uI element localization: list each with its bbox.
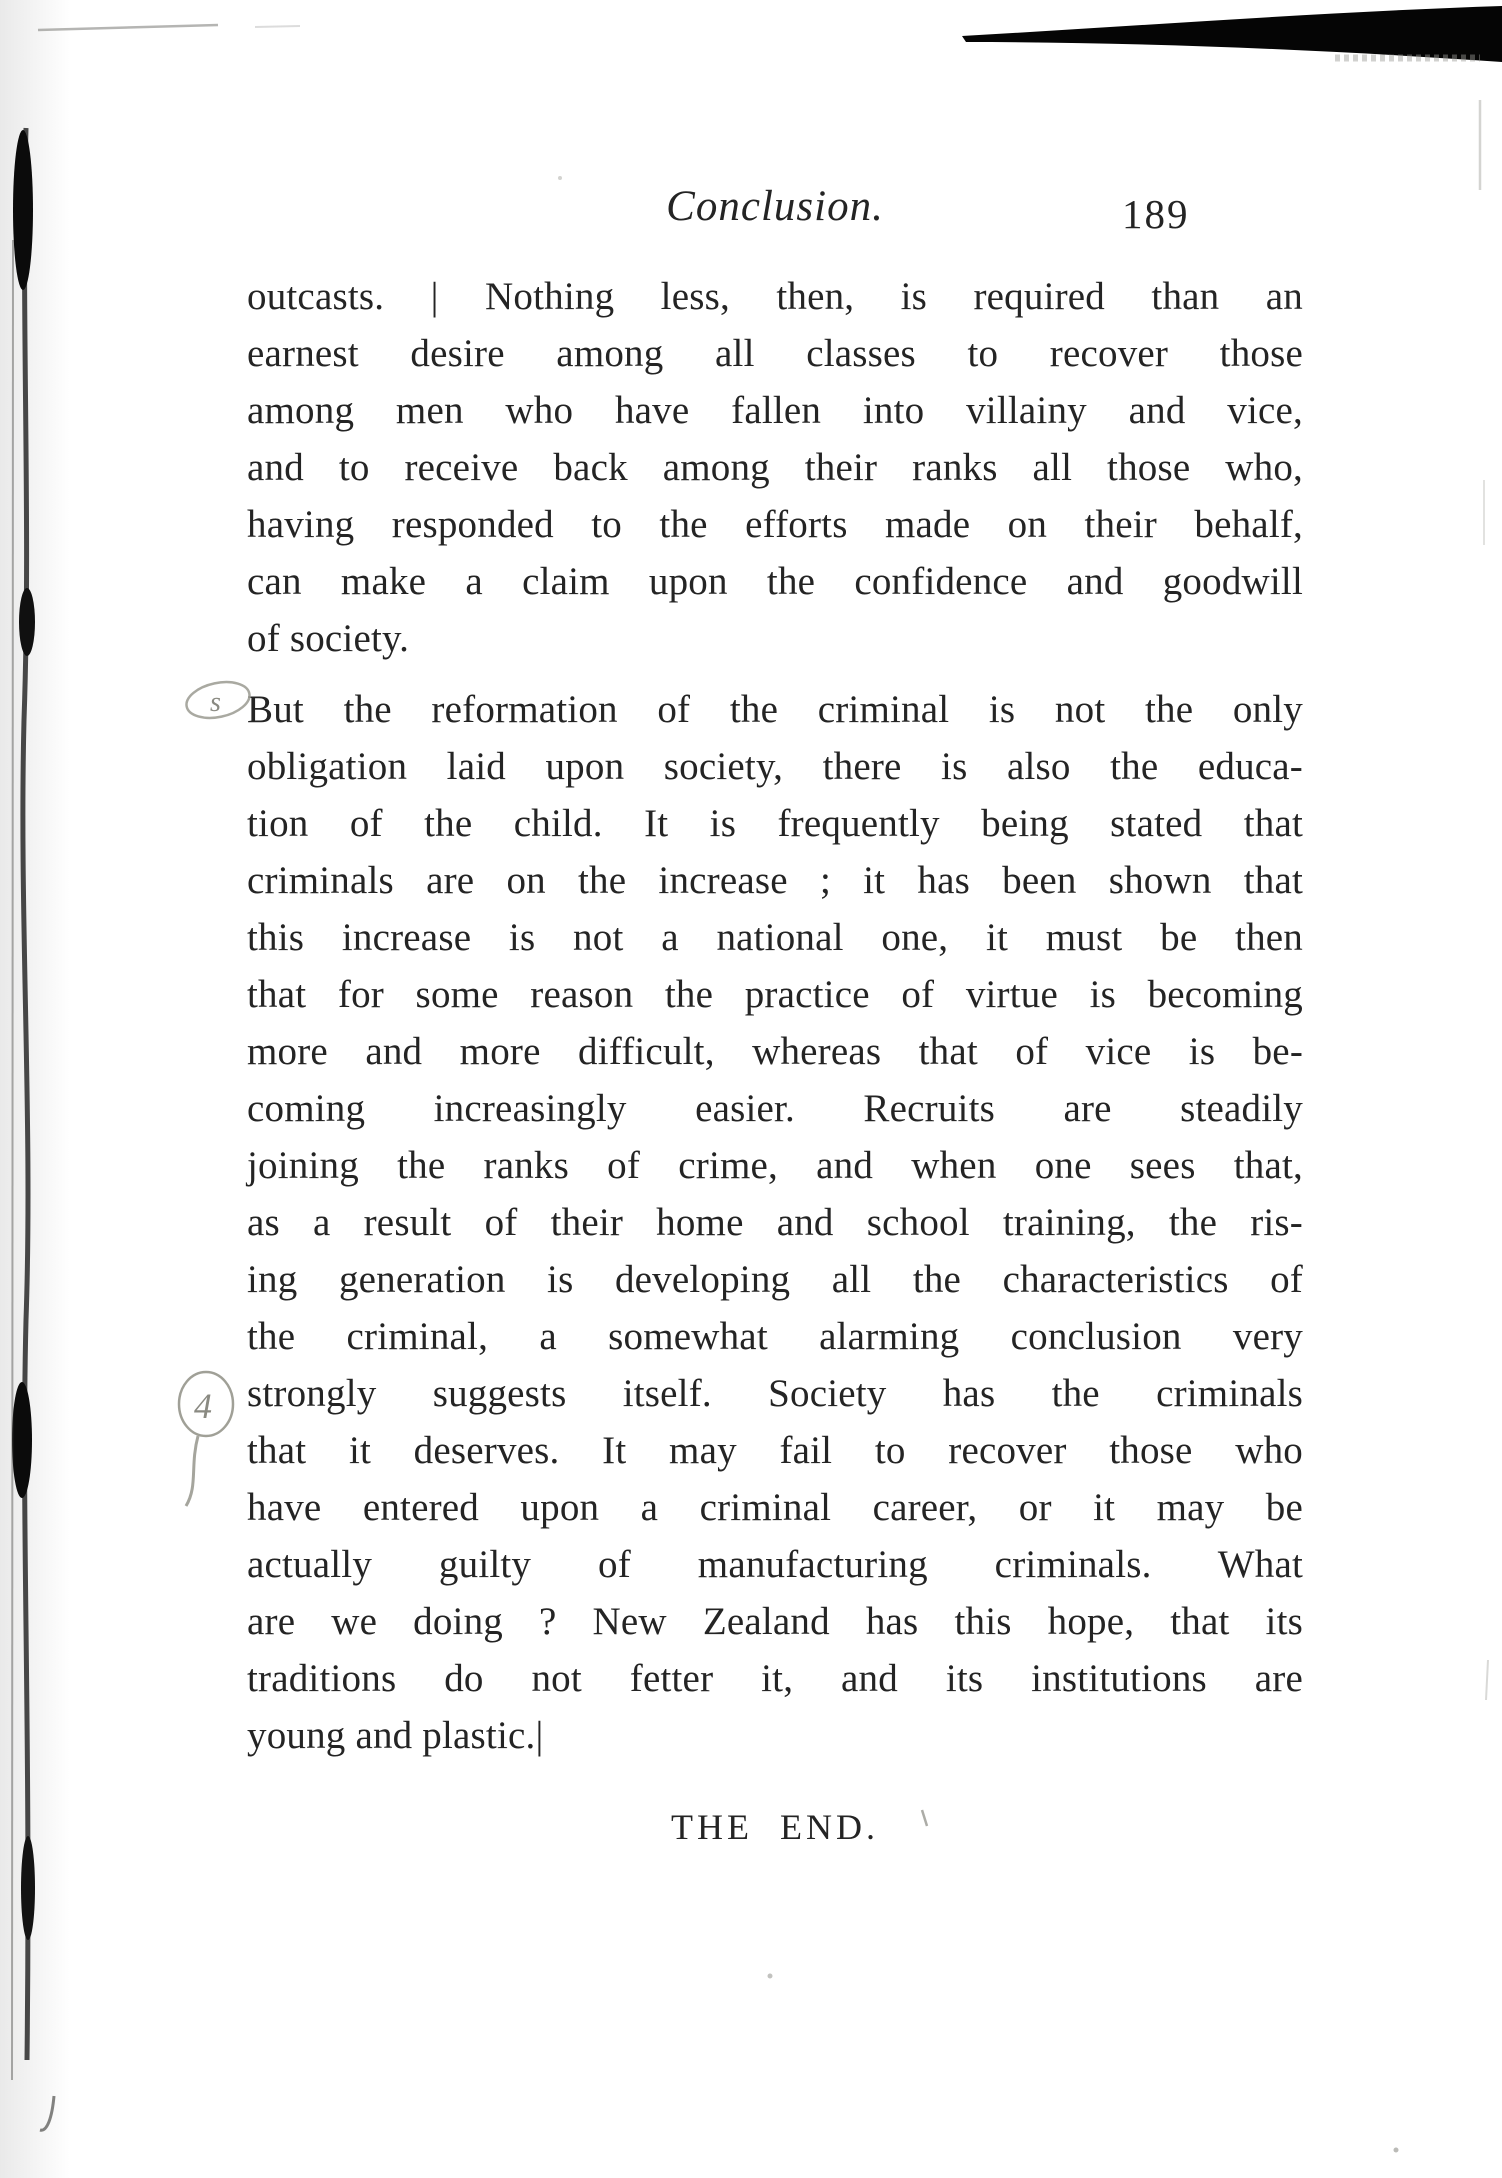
text-line: criminals are on the increase ; it has been shown that bbox=[247, 859, 1303, 902]
text-line: outcasts. | Nothing less, then, is required than an bbox=[247, 275, 1303, 318]
text-line: can make a claim upon the confidence and goodwill bbox=[247, 560, 1303, 603]
text-line: as a result of their home and school training, the ris- bbox=[247, 1201, 1303, 1244]
text-line: coming increasingly easier. Recruits are steadily bbox=[247, 1087, 1303, 1130]
paragraph bbox=[247, 268, 1303, 667]
text-line: the criminal, a somewhat alarming conclusion very bbox=[247, 1315, 1303, 1358]
text-line: joining the ranks of crime, and when one sees that, bbox=[247, 1144, 1303, 1187]
margin-note-2: 4 bbox=[194, 1386, 212, 1426]
scan-streak-top-right bbox=[962, 6, 1502, 62]
running-title: Conclusion. bbox=[666, 183, 884, 230]
text-line: tion of the child. It is frequently being stated that bbox=[247, 802, 1303, 845]
text-line: actually guilty of manufacturing criminals. What bbox=[247, 1543, 1303, 1586]
text-line: among men who have fallen into villainy and vice, bbox=[247, 389, 1303, 432]
text-line: earnest desire among all classes to recover those bbox=[247, 332, 1303, 375]
text-line: But the reformation of the criminal is not the only bbox=[247, 688, 1303, 731]
scan-dot-2 bbox=[1394, 2148, 1399, 2153]
scan-mark-right-3 bbox=[1486, 1660, 1488, 1700]
binding-shadow bbox=[0, 0, 70, 2178]
margin-note-1: s bbox=[210, 687, 221, 718]
margin-note-tail bbox=[186, 1436, 198, 1506]
text-block bbox=[247, 268, 1303, 1764]
text-line: more and more difficult, whereas that of vice is be- bbox=[247, 1030, 1303, 1073]
text-line: young and plastic.| bbox=[247, 1714, 544, 1757]
text-line: having responded to the efforts made on their behalf, bbox=[247, 503, 1303, 546]
scan-dot-3 bbox=[558, 176, 562, 180]
text-line: are we doing ? New Zealand has this hope, that its bbox=[247, 1600, 1303, 1643]
scan-dot-1 bbox=[768, 1974, 773, 1979]
text-line: that it deserves. It may fail to recover those who bbox=[247, 1429, 1303, 1472]
text-line: ing generation is developing all the characteristics of bbox=[247, 1258, 1303, 1301]
text-line: and to receive back among their ranks all those who, bbox=[247, 446, 1303, 489]
paragraph bbox=[247, 681, 1303, 1764]
end-label: THE END. bbox=[671, 1807, 879, 1847]
text-line: of society. bbox=[247, 617, 410, 660]
text-line: have entered upon a criminal career, or it may be bbox=[247, 1486, 1303, 1529]
scan-line-top-left-2 bbox=[255, 26, 300, 27]
page-number: 189 bbox=[1122, 191, 1190, 237]
margin-note-oval-1 bbox=[183, 677, 253, 724]
text-line: traditions do not fetter it, and its institutions are bbox=[247, 1657, 1303, 1700]
text-line: that for some reason the practice of virtue is becoming bbox=[247, 973, 1303, 1016]
text-line: obligation laid upon society, there is also the educa- bbox=[247, 745, 1303, 788]
text-line: this increase is not a national one, it must be then bbox=[247, 916, 1303, 959]
text-line: strongly suggests itself. Society has the criminals bbox=[247, 1372, 1303, 1415]
margin-note-oval-2 bbox=[179, 1372, 233, 1436]
